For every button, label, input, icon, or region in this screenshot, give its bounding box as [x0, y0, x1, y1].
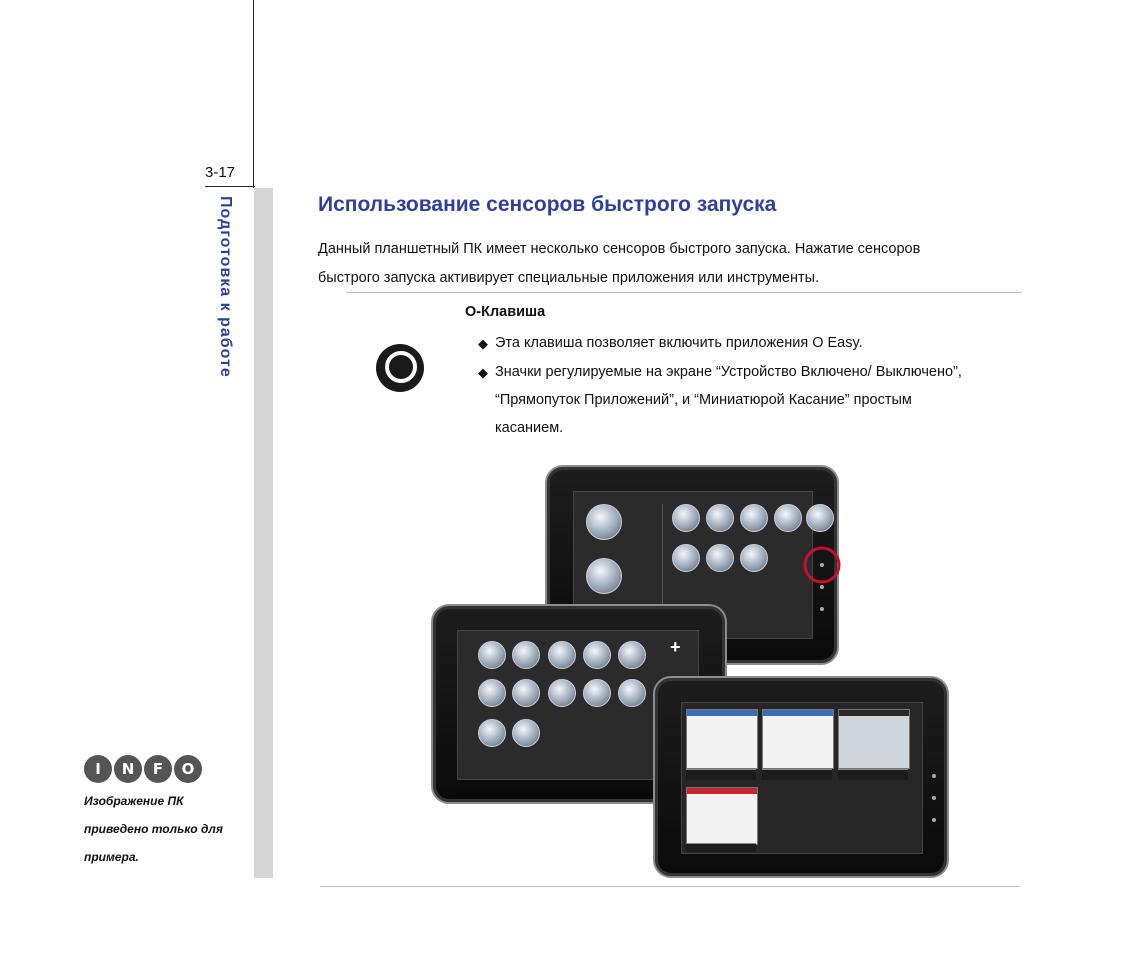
bullet-2-line-3: касанием. [495, 420, 564, 436]
o-key-subheading: O-Клавиша [465, 304, 546, 320]
page-number-rule [205, 186, 255, 187]
info-note-line-1: Изображение ПК [84, 794, 184, 808]
bullet-marker-2: ◆ [478, 365, 488, 380]
info-note-line-3: примера. [84, 850, 139, 864]
side-bar [254, 188, 273, 878]
intro-line-1: Данный планшетный ПК имеет несколько сенсоров быстрого запуска. Нажатие сенсоров [318, 241, 921, 257]
bullet-1-line-1: Эта клавиша позволяет включить приложения O Easy. [495, 335, 863, 351]
chapter-side-title: Подготовка к работе [217, 196, 234, 378]
info-letter-n: N [114, 755, 142, 783]
bullet-2-line-1: Значки регулируемые на экране “Устройство Включено/ Выключено”, [495, 364, 962, 380]
bullet-2-line-2: “Прямопуток Приложений”, и “Миниатюрой Касание” простым [495, 392, 912, 408]
section-heading: Использование сенсоров быстрого запуска [318, 193, 777, 216]
left-rule [253, 0, 254, 188]
info-letter-f: F [144, 755, 172, 783]
info-letter-i: I [84, 755, 112, 783]
info-badge-icon [84, 755, 202, 783]
info-note-line-2: приведено только для [84, 822, 223, 836]
o-key-highlight-ring [802, 545, 842, 585]
separator-top [346, 292, 1022, 293]
intro-line-2: быстрого запуска активирует специальные приложения или инструменты. [318, 270, 820, 286]
o-key-icon [375, 343, 425, 393]
page-number: 3-17 [205, 164, 236, 181]
tablet-middle-screen: + [457, 630, 699, 780]
bullet-marker-1: ◆ [478, 336, 488, 351]
tablet-front [653, 676, 949, 878]
info-letter-o: O [174, 755, 202, 783]
tablet-front-screen [681, 702, 923, 854]
separator-bottom [320, 886, 1020, 887]
